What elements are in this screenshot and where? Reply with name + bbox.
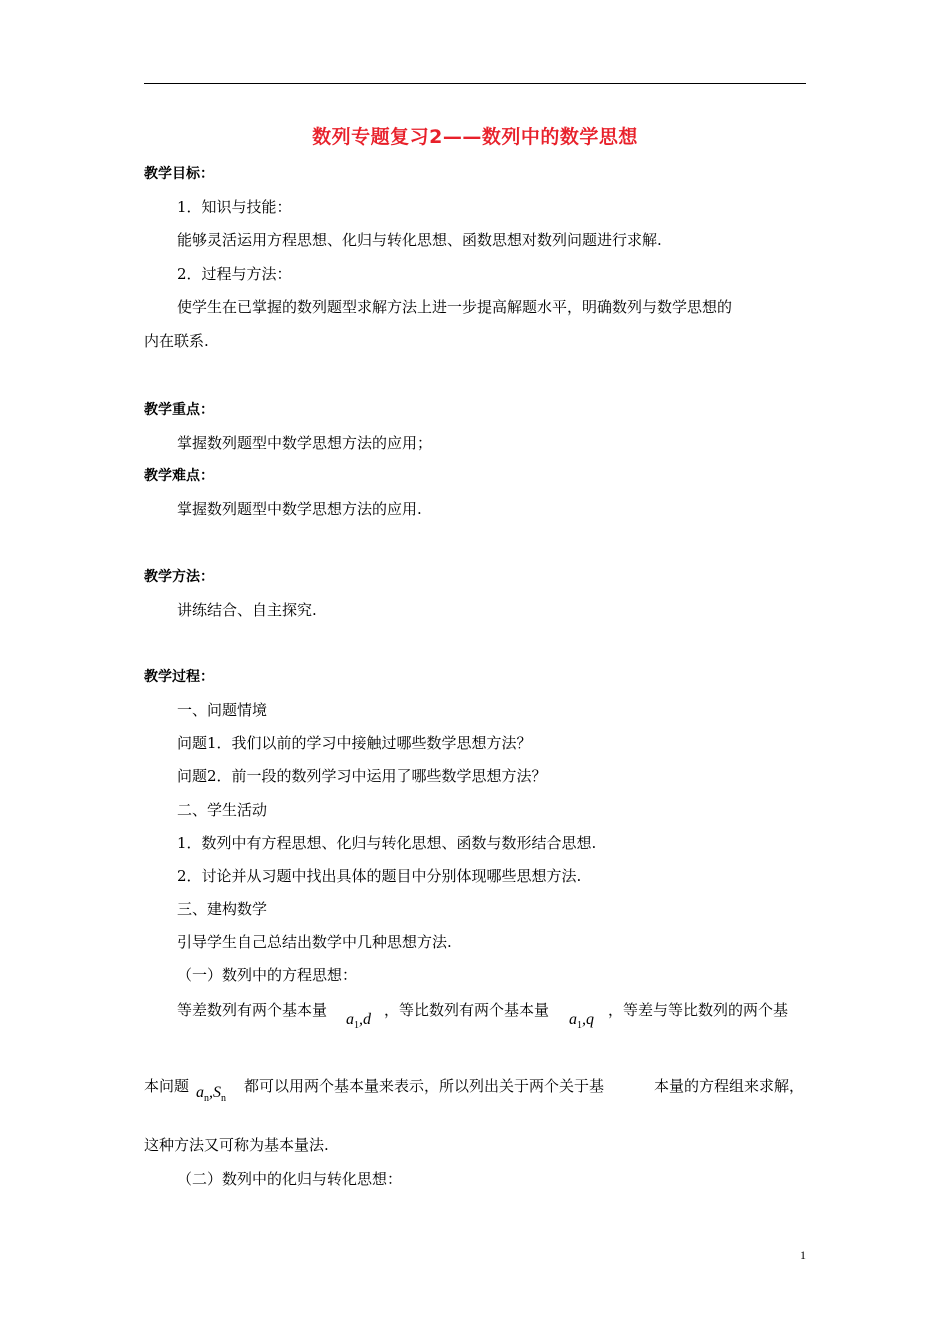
- activity-item-2: 2．讨论并从习题中找出具体的题目中分别体现哪些思想方法.: [177, 867, 582, 885]
- difficult-point-text: 掌握数列题型中数学思想方法的应用.: [177, 500, 422, 518]
- math-a1-d: $a_1,d$: [346, 1011, 371, 1032]
- difficult-point-heading: 教学难点：: [144, 468, 214, 484]
- activity-item-1: 1．数列中有方程思想、化归与转化思想、函数与数形结合思想.: [177, 834, 597, 852]
- page-number: 1: [800, 1248, 806, 1262]
- objective-item-2-text-b: 内在联系.: [144, 332, 209, 350]
- equation2-text-a: 本问题: [144, 1077, 190, 1095]
- equation3-text: 这种方法又可称为基本量法.: [144, 1136, 329, 1154]
- math-an-sn: $a_n,S_n$: [196, 1084, 226, 1105]
- objective-item-2: 2．过程与方法：: [177, 265, 292, 283]
- method-text: 讲练结合、自主探究.: [177, 601, 317, 619]
- equation-text-c: ，等差与等比数列的两个基: [608, 1001, 789, 1019]
- objective-item-1-text: 能够灵活运用方程思想、化归与转化思想、函数思想对数列问题进行求解.: [177, 231, 662, 249]
- key-point-text: 掌握数列题型中数学思想方法的应用；: [177, 434, 433, 452]
- key-point-heading: 教学重点：: [144, 402, 214, 418]
- subsection-equation-thinking: （一）数列中的方程思想：: [177, 966, 358, 984]
- subsection-transformation-thinking: （二）数列中的化归与转化思想：: [177, 1170, 403, 1188]
- math-a1-q: $a_1,q$: [569, 1011, 594, 1032]
- process-section-3: 三、建构数学: [177, 900, 268, 918]
- process-section-2: 二、学生活动: [177, 801, 268, 819]
- method-heading: 教学方法：: [144, 569, 214, 585]
- header-rule: [144, 83, 806, 84]
- equation-text-a: 等差数列有两个基本量: [177, 1001, 328, 1019]
- objectives-heading: 教学目标：: [144, 166, 214, 182]
- equation2-text-b: 都可以用两个基本量来表示，所以列出关于两个关于基: [244, 1077, 605, 1095]
- process-question-1: 问题1．我们以前的学习中接触过哪些数学思想方法？: [177, 734, 532, 752]
- objective-item-1: 1．知识与技能：: [177, 198, 292, 216]
- process-section-1: 一、问题情境: [177, 701, 268, 719]
- objective-item-2-text-a: 使学生在已掌握的数列题型求解方法上进一步提高解题水平，明确数列与数学思想的: [177, 298, 733, 316]
- page-title: 数列专题复习2——数列中的数学思想: [312, 126, 638, 148]
- process-heading: 教学过程：: [144, 669, 214, 685]
- process-question-2: 问题2．前一段的数列学习中运用了哪些数学思想方法？: [177, 767, 547, 785]
- equation2-text-c: 本量的方程组来求解，: [654, 1077, 805, 1095]
- construct-paragraph: 引导学生自己总结出数学中几种思想方法.: [177, 933, 452, 951]
- equation-text-b: ，等比数列有两个基本量: [384, 1001, 550, 1019]
